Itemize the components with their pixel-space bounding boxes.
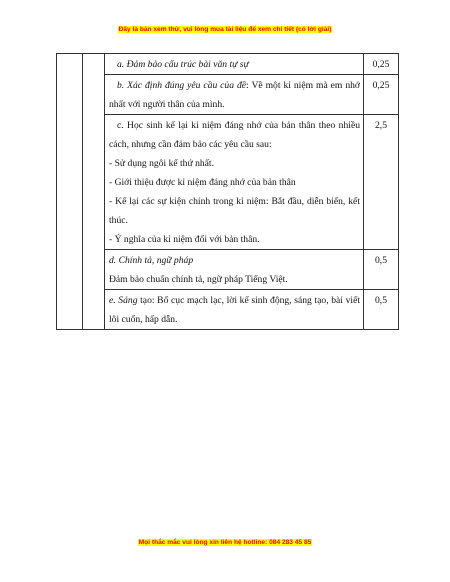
criterion-text: tạo: Bố cục mạch lạc, lời kể sinh động, sáng tạo, bài viết lôi cuốn, hấp dẫn. [109,295,361,325]
table-row [57,250,399,290]
criterion-text: : Về một kỉ niệm mà em nhớ nhất với người thân của mình. [109,80,360,110]
requirement-item: - Sử dụng ngôi kể thứ nhất. [109,158,214,169]
empty-cell-question [57,54,83,330]
grading-rubric-table [56,53,399,330]
table-row [57,115,399,250]
criterion-cell [105,115,364,250]
criterion-label: d. Chính tả, ngữ pháp [109,255,194,266]
score-value: 0,25 [372,80,390,91]
criterion-cell [105,290,364,330]
score-value: 0,5 [375,295,387,306]
criterion-cell [105,75,364,115]
score-cell [364,250,399,290]
table-row [57,54,399,75]
score-cell [364,75,399,115]
criterion-label: a. Đảm bảo cấu trúc bài văn tự sự [117,59,249,70]
score-value: 0,5 [375,255,387,266]
score-value: 2,5 [375,120,387,131]
score-value: 0,25 [372,59,390,70]
preview-notice-banner [0,25,450,34]
empty-cell-part [83,54,105,330]
score-cell [364,54,399,75]
score-cell [364,115,399,250]
table-row [57,75,399,115]
criterion-text: Đảm bảo chuẩn chính tả, ngữ pháp Tiếng Việt. [109,274,288,285]
requirement-item: - Kể lại các sự kiện chính trong kỉ niệm: Bắt đầu, diễn biến, kết thúc. [109,196,360,226]
criterion-intro: c. Học sinh kể lại kỉ niệm đáng nhớ của bản thân theo nhiều cách, nhưng cần đảm bảo các yêu cầu sau: [109,120,360,150]
criterion-cell [105,250,364,290]
criterion-label: e. Sáng [109,295,138,306]
preview-notice-text: Đây là bản xem thử, vui lòng mua tài liệu để xem chi tiết (có lời giải) [118,26,332,33]
hotline-banner [0,538,450,547]
table-row [57,290,399,330]
score-cell [364,290,399,330]
criterion-cell [105,54,364,75]
criterion-label: b. Xác định đúng yêu cầu của đề [117,80,247,91]
requirement-item: - Ý nghĩa của kỉ niệm đối với bản thân. [109,234,260,245]
hotline-text: Mọi thắc mắc vui lòng xin liên hệ hotline: 084 283 45 85 [138,539,312,546]
requirement-item: - Giới thiệu được kỉ niệm đáng nhớ của bản thân [109,177,296,188]
